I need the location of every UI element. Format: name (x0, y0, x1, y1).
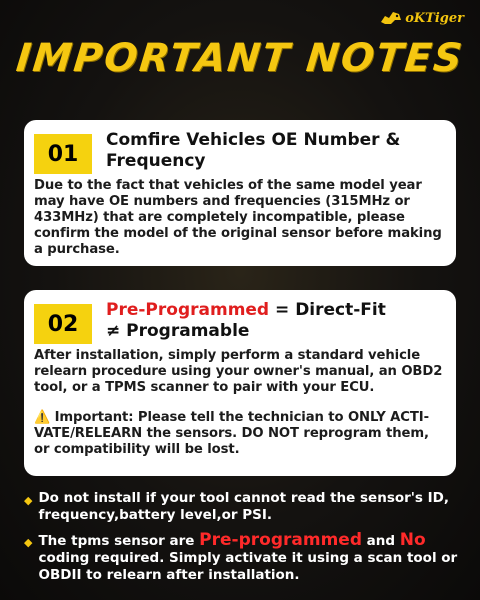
note-text: Due to the fact that vehicles of the same model year may have OE numbers and frequencies (315MHz or 433MHz) that are completely incompatible, please confirm the model of the original sensor before making a purchase. (34, 178, 442, 257)
highlight-no: No (399, 530, 426, 550)
warning-text: Important: Please tell the technician to ONLY ACTI-VATE/RELEARN the sensors. DO NOT reprogram them, or compatibility will be lost. (34, 410, 429, 457)
list-item (24, 532, 464, 584)
page-title: IMPORTANT NOTES (14, 36, 466, 81)
bullet-text (38, 532, 464, 584)
title-rest: = Direct-Fit (269, 300, 386, 320)
note-number-badge: 02 (34, 304, 92, 344)
highlight-pre-programmed: Pre-programmed (199, 530, 362, 550)
warning-icon: ⚠️ (34, 410, 51, 425)
note-text: After installation, simply perform a standard vehicle relearn procedure using your owner's manual, an OBD2 tool, or a TPMS scanner to pair with your ECU. (34, 348, 443, 395)
note-card-2 (24, 290, 456, 476)
bullet-list (24, 490, 464, 592)
brand-logo (379, 8, 464, 28)
bullet-text-part: coding required. Simply activate it using a scan tool or OBDII to relearn after installation. (38, 550, 458, 583)
brand-name: oKTiger (405, 10, 464, 26)
note-body (34, 178, 446, 258)
warning-text-block (34, 410, 446, 458)
diamond-icon: ◆ (24, 536, 33, 549)
note-title: Comfire Vehicles OE Number & Frequency (106, 130, 401, 171)
list-item (24, 490, 464, 524)
note-title (106, 300, 386, 342)
bullet-text-part: The tpms sensor are (38, 533, 200, 549)
tiger-icon (379, 8, 403, 28)
diamond-icon: ◆ (24, 494, 33, 507)
title-line2: ≠ Programable (106, 321, 250, 341)
note-body (34, 348, 446, 458)
title-highlight: Pre-Programmed (106, 300, 270, 320)
bullet-text-part: and (361, 533, 400, 549)
bullet-text: Do not install if your tool cannot read the sensor's ID, frequency,battery level,or PSI. (38, 490, 450, 523)
note-number-badge: 01 (34, 134, 92, 174)
note-card-1 (24, 120, 456, 266)
